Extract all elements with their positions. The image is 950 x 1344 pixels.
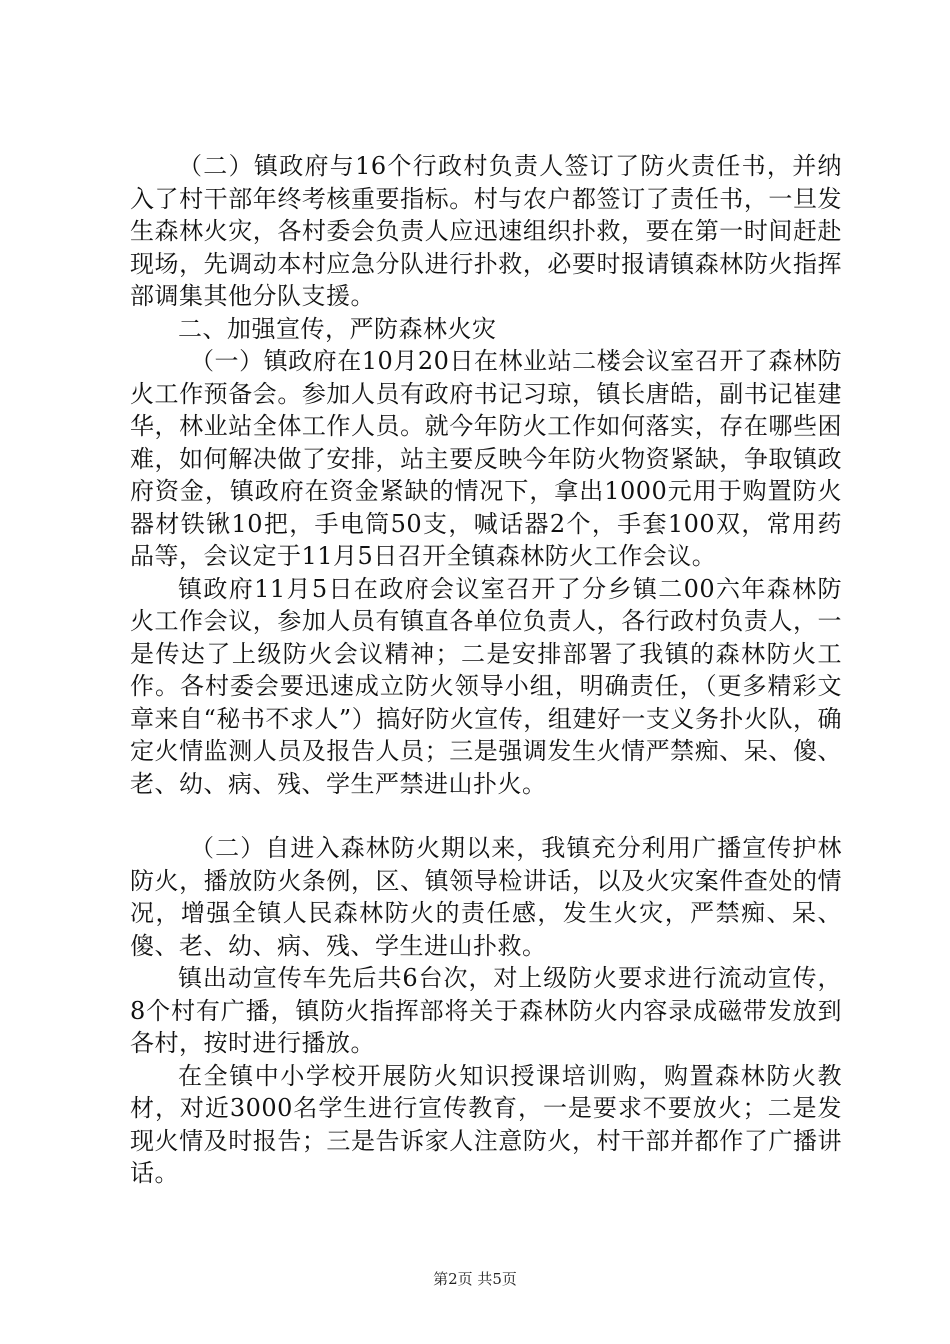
paragraph-broadcast-publicity: （二）自进入森林防火期以来，我镇充分利用广播宣传护林防火，播放防火条例，区、镇领导检讲话，以及火灾案件查处的情况，增强全镇人民森林防火的责任感，发生火灾，严禁痴、呆、傻、老、幼、病、残、学生进山扑救。: [130, 834, 842, 960]
paragraph-work-conference: 镇政府11月5日在政府会议室召开了分乡镇二00六年森林防火工作会议，参加人员有镇直各单位负责人，各行政村负责人，一是传达了上级防火会议精神；二是安排部署了我镇的森林防火工作。各村委会要迅速成立防火领导小组，明确责任，（更多精彩文章来自“秘书不求人”）搞好防火宣传，组建好一支义务扑火队，确定火情监测人员及报告人员；三是强调发生火情严禁痴、呆、傻、老、幼、病、残、学生严禁进山扑火。: [130, 574, 842, 798]
paragraph-gap: [130, 800, 842, 832]
paragraph-preparatory-meeting: （一）镇政府在10月20日在林业站二楼会议室召开了森林防火工作预备会。参加人员有政府书记习琼，镇长唐皓，副书记崔建华，林业站全体工作人员。就今年防火工作如何落实，存在哪些困难，如何解决做了安排，站主要反映今年防火物资紧缺，争取镇政府资金，镇政府在资金紧缺的情况下，拿出1000元用于购置防火器材铁锹10把，手电筒50支，喊话器2个，手套100双，常用药品等，会议定于11月5日召开全镇森林防火工作会议。: [130, 347, 842, 570]
page-footer: 第2页 共5页: [433, 1270, 517, 1288]
paragraph-responsibility-letter: （二）镇政府与16个行政村负责人签订了防火责任书，并纳入了村干部年终考核重要指标。村与农户都签订了责任书，一旦发生森林火灾，各村委会负责人应迅速组织扑救，要在第一时间赶赴现场，先调动本村应急分队进行扑救，必要时报请镇森林防火指挥部调集其他分队支援。: [130, 152, 842, 310]
paragraph-school-training: 在全镇中小学校开展防火知识授课培训购，购置森林防火教材，对近3000名学生进行宣传教育，一是要求不要放火；二是发现火情及时报告；三是告诉家人注意防火，村干部并都作了广播讲话。: [130, 1061, 842, 1187]
paragraph-publicity-vehicle: 镇出动宣传车先后共6台次，对上级防火要求进行流动宣传，8个村有广播，镇防火指挥部将关于森林防火内容录成磁带发放到各村，按时进行播放。: [130, 964, 842, 1057]
section-heading-publicity: 二、加强宣传，严防森林火灾: [178, 314, 497, 343]
document-body: [130, 150, 842, 1190]
